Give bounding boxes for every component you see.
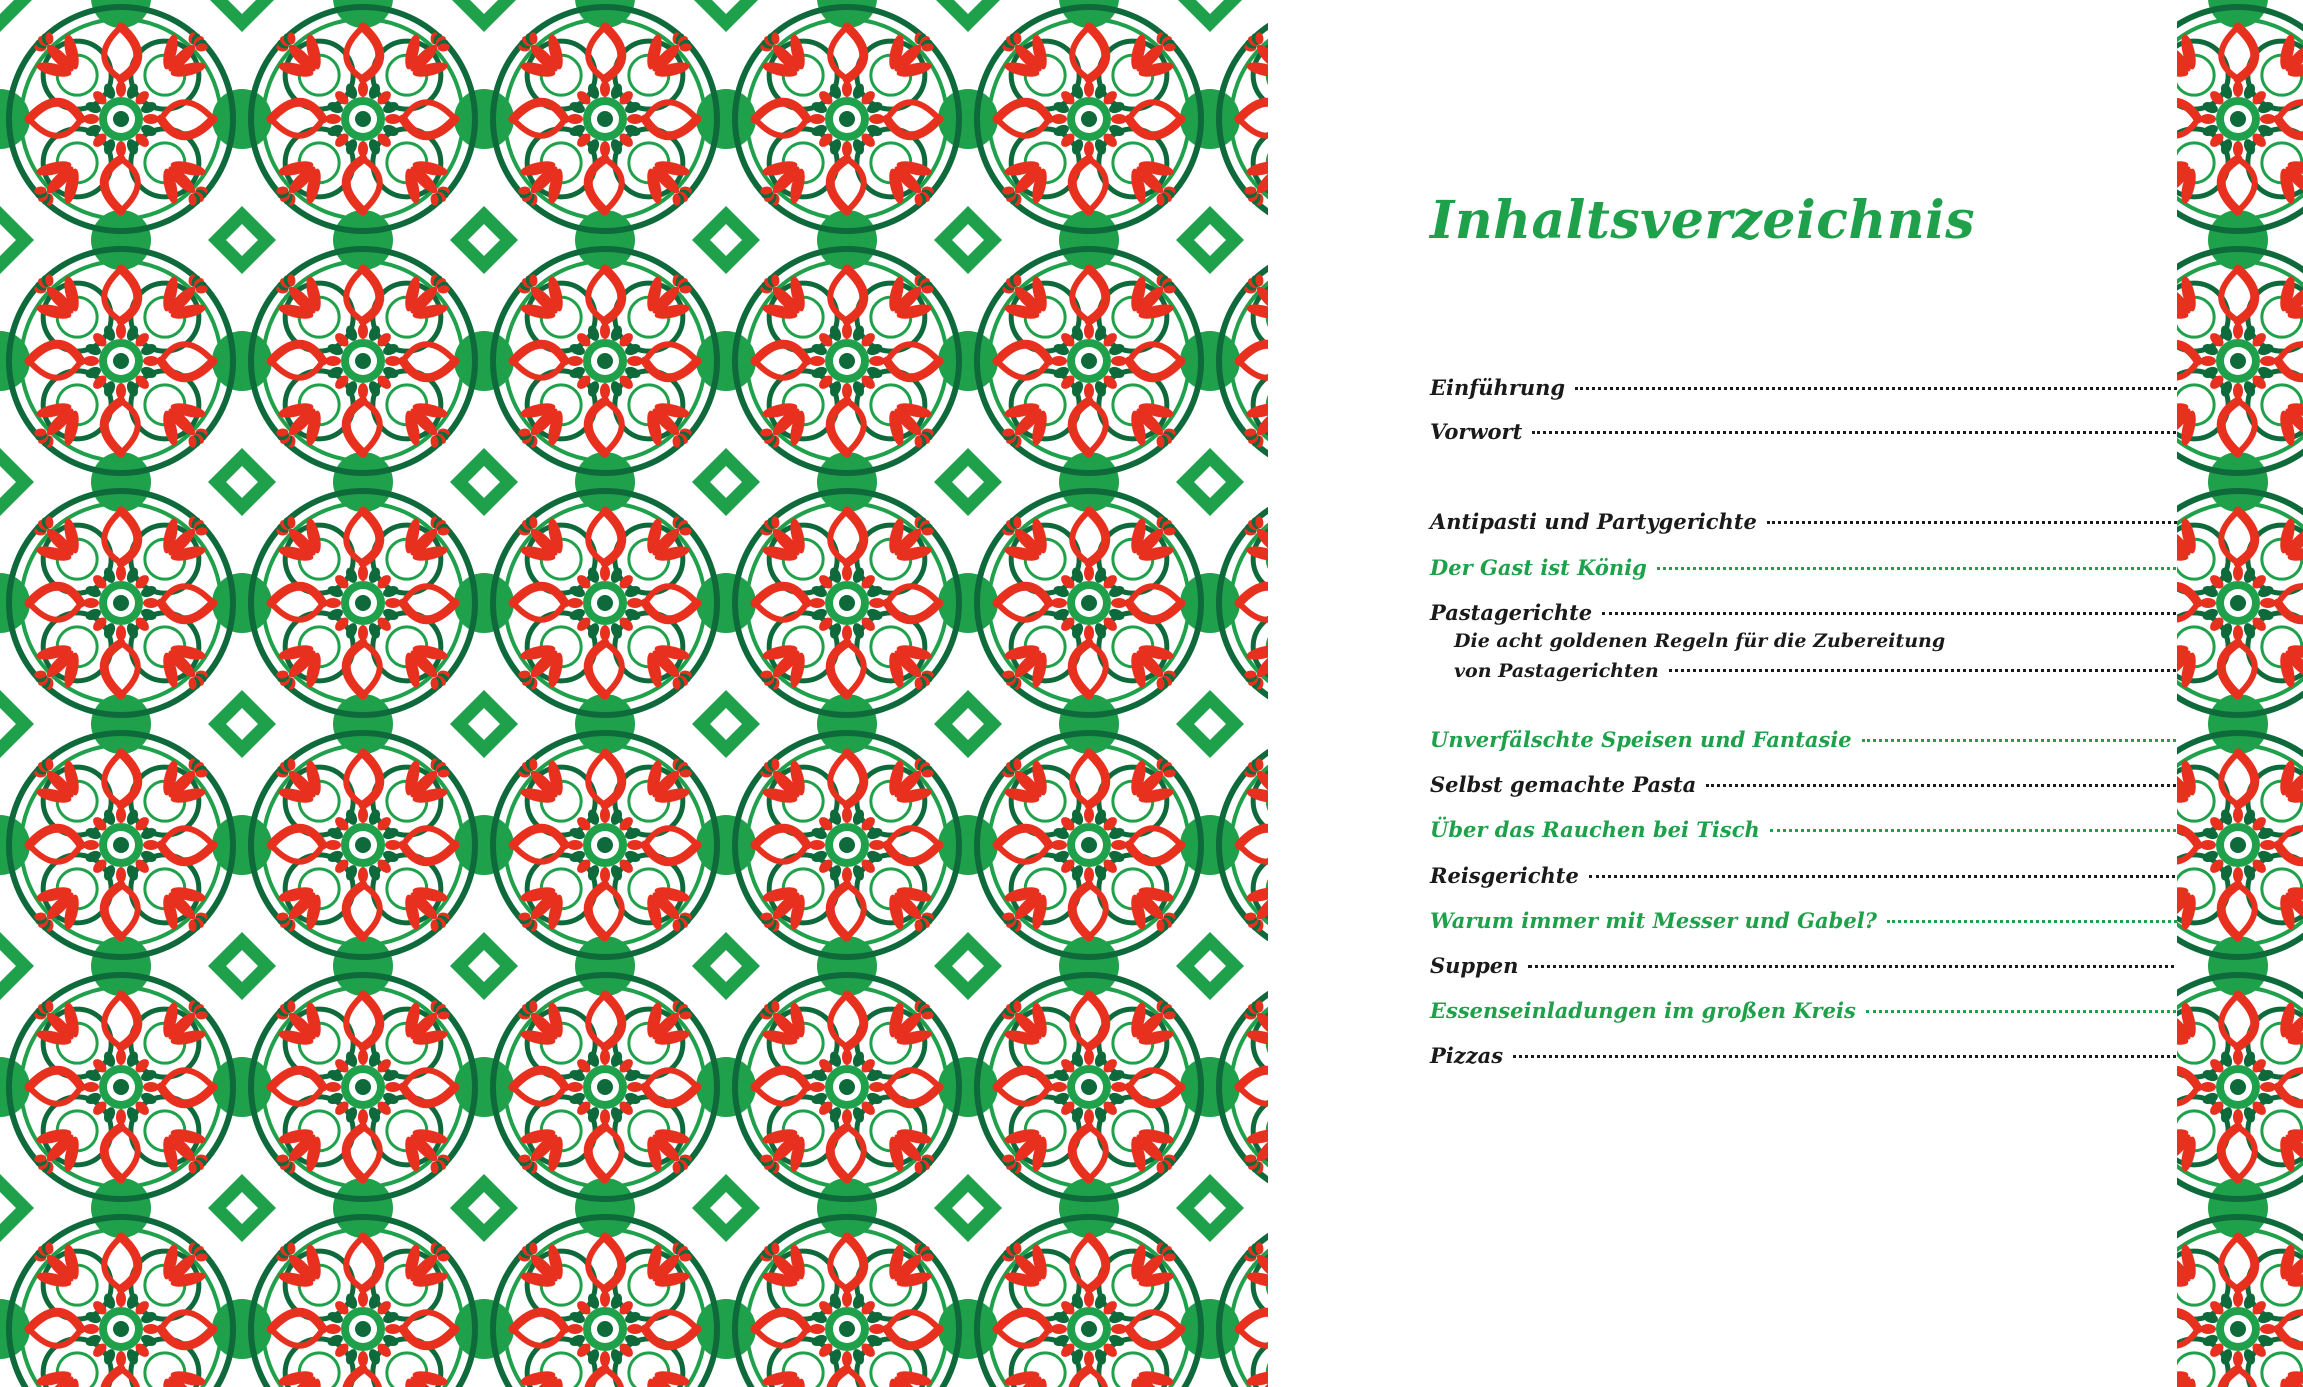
dot-leader — [1575, 387, 2230, 390]
toc-entry-label: Der Gast ist König — [1430, 555, 1647, 580]
dot-leader — [1706, 784, 2230, 787]
dot-leader — [1669, 669, 2230, 672]
table-of-contents-page — [1268, 0, 2177, 1387]
dot-leader — [1602, 612, 2230, 615]
dot-leader — [1767, 521, 2230, 524]
dot-leader — [1589, 875, 2230, 878]
toc-entry[interactable] — [1430, 817, 2288, 853]
toc-entry[interactable] — [1454, 660, 2288, 696]
toc-entry[interactable] — [1430, 727, 2288, 763]
toc-entry-label: Suppen — [1430, 953, 1519, 978]
toc-entry-label: Essenseinladungen im großen Kreis — [1430, 998, 1856, 1023]
toc-entry[interactable] — [1430, 375, 2288, 411]
toc-entry-label: Selbst gemachte Pasta — [1430, 772, 1697, 797]
toc-entry-label: Antipasti und Partygerichte — [1430, 509, 1757, 534]
tile-pattern-graphic — [2177, 0, 2303, 1387]
toc-entry[interactable] — [1430, 998, 2288, 1034]
toc-entry-label: Pizzas — [1430, 1043, 1504, 1068]
dot-leader — [1532, 431, 2230, 434]
toc-entry-label-line1: Die acht goldenen Regeln für die Zubereitung — [1454, 630, 1946, 652]
toc-entry[interactable] — [1430, 953, 2288, 989]
dot-leader — [1862, 739, 2230, 742]
toc-entry[interactable] — [1430, 555, 2288, 591]
dot-leader — [1513, 1055, 2230, 1058]
toc-entry-label: Pastagerichte — [1430, 600, 1593, 625]
toc-entry[interactable] — [1430, 509, 2288, 545]
dot-leader — [1528, 965, 2230, 968]
decorative-tile-pattern-right — [2177, 0, 2303, 1387]
toc-entry[interactable] — [1430, 863, 2288, 899]
toc-entry-label: Vorwort — [1430, 419, 1523, 444]
toc-entry-label: Unverfälschte Speisen und Fantasie — [1430, 727, 1852, 752]
toc-entry-label: Reisgerichte — [1430, 863, 1579, 888]
page-title: Inhaltsverzeichnis — [1430, 190, 1976, 251]
toc-entry[interactable] — [1430, 1043, 2288, 1079]
toc-entry-label: Warum immer mit Messer und Gabel? — [1430, 908, 1877, 933]
toc-entry[interactable] — [1430, 908, 2288, 944]
toc-entry[interactable] — [1430, 419, 2288, 455]
toc-entry-label: Einführung — [1430, 375, 1566, 400]
toc-entry-label: Über das Rauchen bei Tisch — [1430, 817, 1760, 842]
dot-leader — [1657, 567, 2230, 570]
toc-entry[interactable] — [1430, 772, 2288, 808]
dot-leader — [1866, 1010, 2230, 1013]
dot-leader — [1770, 829, 2230, 832]
toc-entry-label: von Pastagerichten — [1454, 660, 1659, 682]
